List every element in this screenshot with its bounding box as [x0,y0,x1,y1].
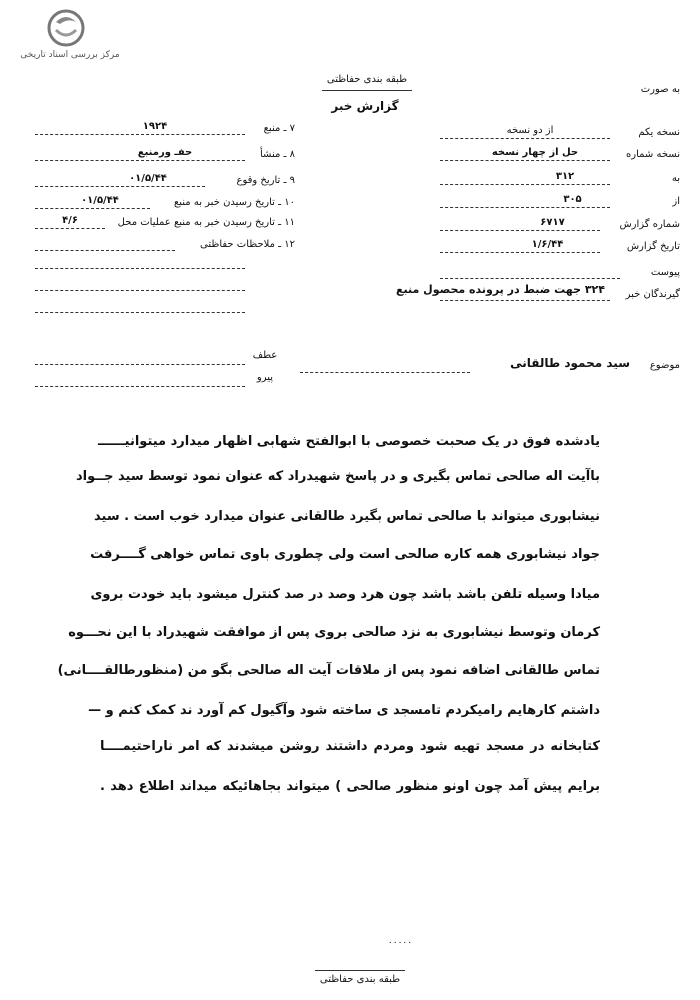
subject-line [300,372,470,373]
body-line: باآیت اله صالحی تماس بگیری و در پاسخ شهیدراد که عنوان نمود توسط سید جــواد [75,469,600,484]
left-field-label: ۱۰ ـ تاریخ رسیدن خبر به منبع [173,197,295,208]
logo [10,8,130,64]
right-field-label: تاریخ گزارش [626,241,680,252]
left-field-line [35,160,245,161]
left-field-value: ۱۹۲۴ [142,121,168,132]
right-field-label: نسخه یکم [638,127,680,138]
classification-top-line [322,90,412,91]
left-field-value: ۰۱/۵/۴۴ [129,173,167,184]
routing-line-top [35,364,245,365]
body-line: جواد نیشابوری همه کاره صالحی است ولی چطوری باوی تماس خواهی گــــرفت [90,547,600,562]
left-field-value: ۰۱/۵/۴۴ [81,195,119,206]
body-line: کرمان وتوسط نیشابوری به نزد صالحی بروی پس از موافقت شهیدراد با این نحـــوه [68,625,600,640]
report-title: گزارش خبر [331,99,399,113]
right-field-label: پیوست [650,267,680,278]
right-field-value: حل از چهار نسخه [491,147,579,158]
left-field-line [35,208,150,209]
body-line: داشتم کارهایم رامیکردم تامسجد ی ساخته شود وآگیول کم آورد ند کمک کنم و — [88,703,600,718]
left-field-line [35,134,245,135]
top-right-label: به صورت [640,84,680,95]
right-field-line [440,252,600,253]
right-field-line [440,160,610,161]
left-field-label: ۱۱ ـ تاریخ رسیدن خبر به منبع عملیات محل [117,217,295,228]
left-field-label: ۷ ـ منبع [263,123,295,134]
right-field-line [440,230,600,231]
left-field-line [35,228,105,229]
body-line: نیشابوری میتواند با صالحی تماس بگیرد طالقانی عنوان میدارد خوب است . سید [94,509,600,524]
left-field-line [35,290,245,291]
body-line: یادشده فوق در یک صحبت خصوصی با ابوالفتح شهابی اظهار میدارد میتوانیــــــ [97,434,600,449]
footer-line [315,970,405,971]
body-line: کتابخانه در مسجد تهیه شود ومردم داشتند روشن میشدند که امر ناراحتیمــــا [100,739,600,754]
archive-logo-icon [46,8,86,48]
right-field-label: گیرندگان خبر [625,289,680,300]
footer-mark: ۰۰۰۰۰ [387,938,413,948]
subject-value: سید محمود طالقانی [510,356,630,370]
right-field-label: به [671,173,680,184]
body-line: میادا وسیله تلفن باشد باشد چون هرد وصد در صد کنترل میشود باید خودت بروی [90,587,600,602]
right-field-line [440,138,610,139]
right-field-value: ۱/۶/۴۴ [531,239,564,250]
right-field-line [440,184,610,185]
right-field-value: ۶۷۱۷ [540,217,565,228]
left-field-line [35,312,245,313]
body-line: برایم پیش آمد چون اونو منظور صالحی ) میتواند بجاهائیکه میداند اطلاع دهد . [100,779,600,794]
right-field-label: از [672,196,680,207]
body-line: تماس طالقانی اضافه نمود پس از ملاقات آیت اله صالحی بگو من (منظورطالقــــانی) [57,663,600,678]
left-field-label: ۹ ـ تاریخ وقوع [236,175,295,186]
right-field-value: ۳۲۴ جهت ضبط در پرونده محصول منبع [396,283,605,296]
right-field-line [440,207,610,208]
left-field-label: ۸ ـ منشأ [259,149,295,160]
classification-bottom: طبقه بندی حفاظتی [319,974,401,985]
left-field-line [35,186,205,187]
right-field-line [440,300,610,301]
classification-top: طبقه بندی حفاظتی [326,74,408,85]
right-field-value: ۳۰۵ [563,194,582,205]
right-field-line [440,278,620,279]
routing-line-bottom [35,386,245,387]
subject-label: موضوع [649,360,680,371]
right-field-label: نسخه شماره [626,149,680,160]
left-field-value: ۴/۶ [62,215,78,226]
right-field-label: شماره گزارش [619,219,680,230]
left-field-value: حفـ ورمنبع [137,147,193,158]
left-field-line [35,268,245,269]
routing-atf: عطف [252,350,278,361]
right-field-value: از دو نسخه [506,125,554,136]
logo-text: مرکز بررسی اسناد تاریخی [20,50,120,60]
left-field-line [35,250,175,251]
routing-peyro: پیرو [256,372,274,383]
right-field-value: ۳۱۲ [555,171,575,182]
left-field-label: ۱۲ ـ ملاحظات حفاظتی [200,239,295,250]
